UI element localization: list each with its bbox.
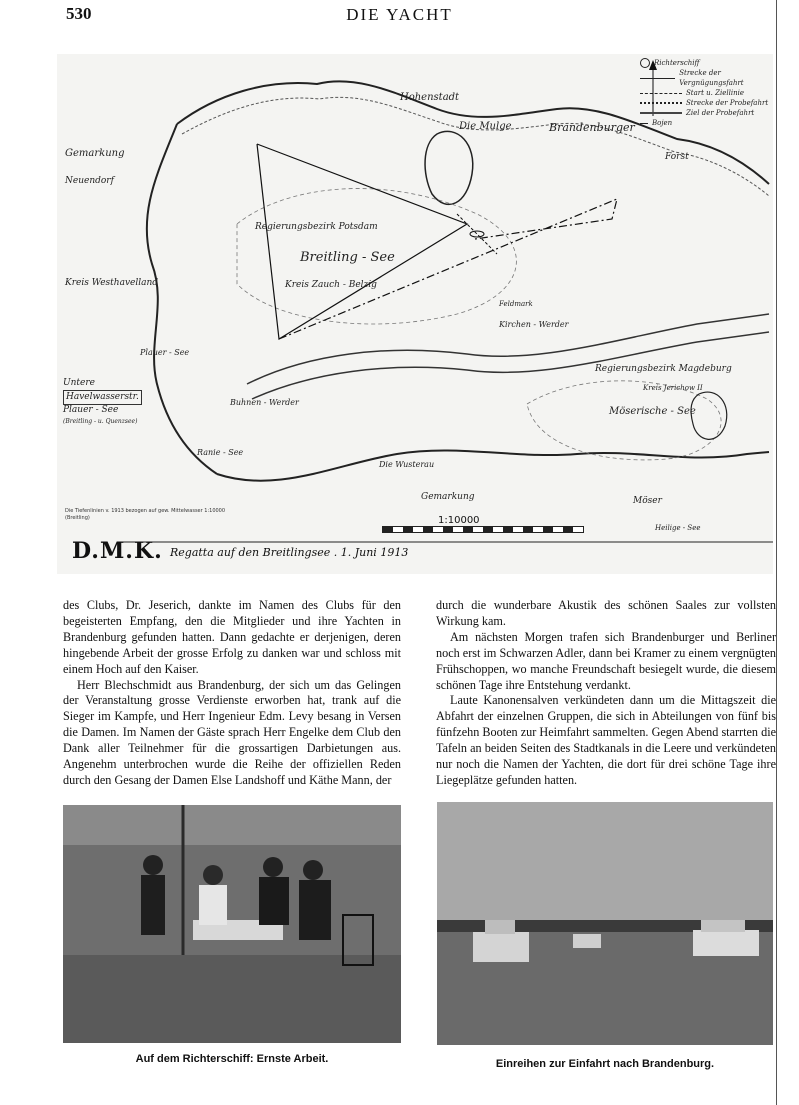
legend-row [640,68,770,88]
sky [437,802,773,932]
map-footnote: Die Tiefenlinien v. 1913 bezogen auf gew. Mittelwasser 1:10000 (Breitling) [65,508,226,521]
page-edge-rule [776,0,777,1105]
legend-row [640,88,770,98]
map-label-plauer-see: Plauer - See [140,348,190,357]
photo-judges-boat [63,805,401,1043]
regatta-map [57,54,773,574]
map-label-brandenburger: Brandenburger [549,121,635,134]
map-label-gemarkung-bottom: Gemarkung [421,492,475,502]
map-label-feldmark: Feldmark [499,300,533,308]
article-paragraph: des Clubs, Dr. Jeserich, dankte im Namen des Clubs für den begeisterten Empfang, den die Mitglieder und ihre Yachten in Brandenburg gefunden hatten. Dann gedachte er derjenigen, deren hingebende Arbeit der grosse Erfolg zu danken war und schloss mit einem Hoch auf den Kaiser. [63,598,401,676]
map-waterway-label [63,378,147,427]
map-label-moeser: Möser [633,496,662,506]
map-label-wusterau: Die Wusterau [379,460,435,469]
legend-row [640,118,770,128]
person-body [259,877,289,925]
richterschiff-mark [470,231,484,237]
map-label-forst: Forst [665,152,689,162]
map-label-neuendorf: Neuendorf [65,176,114,186]
legend-row [640,58,770,68]
motor-yacht-left-cabin [485,920,515,934]
legend-sample [640,78,675,79]
map-scale-label: 1:10000 [438,515,480,526]
legend-sample [640,112,682,114]
article-paragraph: Am nächsten Morgen trafen sich Brandenburger und Berliner noch erst im Schwarzen Adler, dann bei Kramer zu einem vergnügten Frühschoppen, wo manche Freundschaft besiegelt wurde, die diesem schönen Tage ihre Entstehung verdankt. [436,629,776,692]
legend-sample [640,93,682,94]
map-drawing [57,54,773,574]
photo-caption-right: Einreihen zur Einfahrt nach Brandenburg. [495,1058,715,1070]
photo-judges-boat-drawing [63,805,401,1043]
map-label-kreis: Kreis Zauch - Belzig [285,280,377,290]
map-label-regbezirk-potsdam: Regierungsbezirk Potsdam [255,222,378,232]
legend-label: Bojen [652,119,673,127]
west-shore [147,124,217,474]
person-body [141,875,165,935]
map-label-kirchen-werder: Kirchen - Werder [499,320,569,329]
person-head [263,857,283,877]
map-waterway-line: (Breitling - u. Quenzsee) [63,418,138,425]
legend-sample [640,123,648,124]
deck-floor [63,955,401,1043]
legend-label: Strecke der Probefahrt [686,99,769,107]
map-label-regbezirk-magdeburg: Regierungsbezirk Magdeburg [595,364,732,374]
motor-yacht-right-cabin [701,920,745,932]
person-head [303,860,323,880]
legend-label: Ziel der Probefahrt [686,109,755,117]
photo-boats-entering-drawing [437,802,773,1045]
article-paragraph: Laute Kanonensalven verkündeten dann um die Mittagszeit die Abfahrt der einzelnen Gruppen, die sich in Abteilungen von fünf bis fünfzehn Booten zur Heimfahrt sammelten. Gegen Abend starrten die Tafeln an beiden Seiten des Stadtkanals in die Leere und verkündeten nur noch die Namen der Yachten, die dort für drei schöne Tage ihre Liegeplätze gefunden hatten. [436,693,776,787]
person-head [143,855,163,875]
map-scale-bar [382,526,584,533]
course-long [279,199,617,339]
map-label-gemarkung-top: Gemarkung [65,148,125,159]
start-line [457,214,497,254]
legend-label: Start u. Ziellinie [686,89,744,97]
article-paragraph: Herr Blechschmidt aus Brandenburg, der sich um das Gelingen der Veranstaltung grosse Verdienste erworben hat, trank auf die Sieger im Kampfe, und Herr Ingenieur Edm. Levy besang in Versen die Damen. Im Namen der Gäste sprach Herr Engelke dem Club den Dank aller Teilnehmer für die grossartigen Darbietungen aus. Angenehm unterbrochen wurde die Reihe der offiziellen Reden durch den Gesang der Damen Else Landshoff und Käthe Mann, der [63,677,401,787]
legend-label: Richterschiff [654,59,700,67]
map-label-kreis-westhavelland: Kreis Westhavelland [65,278,159,288]
photo-boats-entering [437,802,773,1045]
page-number: 530 [66,4,92,23]
south-shore [217,450,769,480]
article-column-right [436,598,776,789]
map-waterway-line: Plauer - See [63,405,119,415]
map-label-buhnen-werder: Buhnen - Werder [230,398,299,407]
map-caption-regatta: Regatta auf den Breitlingsee . 1. Juni 1913 [170,546,409,559]
person-body [199,885,227,925]
article-column-left [63,598,401,789]
legend-row [640,108,770,118]
photo-caption-left: Auf dem Richterschiff: Ernste Arbeit. [135,1053,329,1065]
mulge-island [425,131,473,204]
map-waterway-line: Havelwasserstr. [63,390,142,405]
person-body [299,880,331,940]
article-paragraph: durch die wunderbare Akustik des schönen Saales zur vollsten Wirkung kam. [436,598,776,628]
motor-yacht-center [573,934,601,948]
moeserische-island [691,392,727,439]
map-caption-dmk: D.M.K. [72,538,163,564]
map-legend [640,58,770,128]
motor-yacht-left [473,932,529,962]
map-label-kreis-jerichow: Kreis Jerichow II [643,384,703,392]
running-head: DIE YACHT [346,5,453,24]
map-label-ranie-see: Ranie - See [197,448,244,457]
course-triangle [257,144,467,339]
map-label-hohenstadt: Hohenstadt [400,92,460,103]
map-label-breitling: Breitling - See [300,250,395,265]
legend-sample [640,58,650,68]
map-waterway-line: Untere [63,378,95,388]
awning [63,805,401,845]
motor-yacht-right [693,930,759,956]
legend-label: Strecke der Vergnügungsfahrt [679,69,744,87]
legend-sample [640,102,682,104]
map-label-heilige-see: Heilige - See [655,524,701,532]
map-label-moeserische-see: Möserische - See [609,406,696,417]
legend-row [640,98,770,108]
map-label-mulge: Die Mulge [459,121,512,132]
person-head [203,865,223,885]
